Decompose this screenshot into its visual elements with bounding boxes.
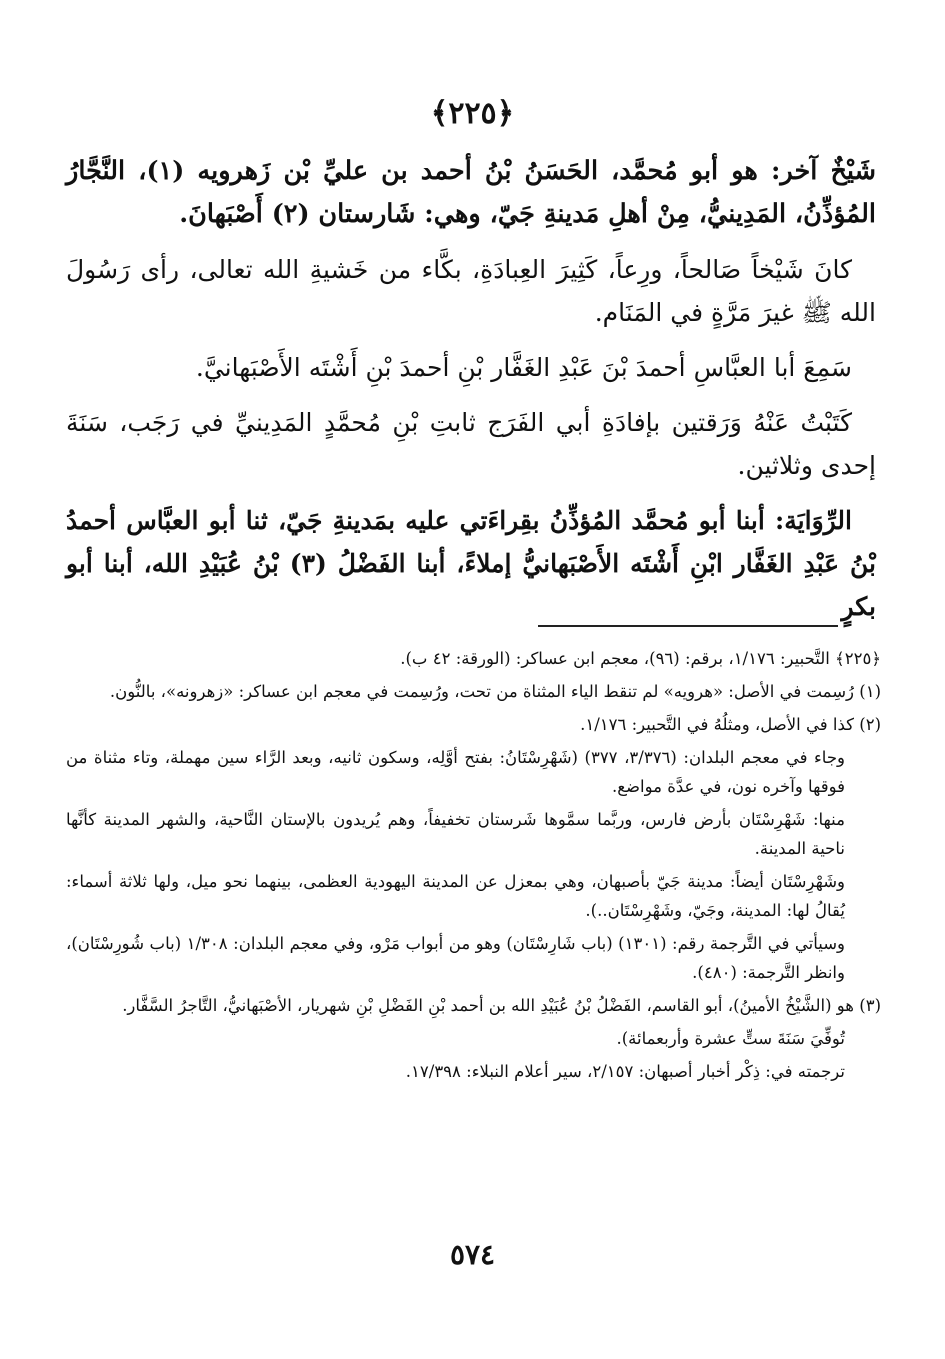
footnote-2-isfahan: وشَهْرِسْتَان أيضاً: مدينة جَيّ بأصبهان، وهي بمعزل عن المدينة اليهودية العظمى، بينهما نحو ميل، ولها ثلاثة أسماء: يُقالُ لها: المدينة، وجَيّ، وشَهْرِسْتَان..). (66, 872, 845, 920)
page-number: ٥٧٤ (449, 1238, 496, 1271)
footnote-2: (٢) كذا في الأصل، ومثلُهُ في التَّحبير: ١/١٧٦. (580, 715, 881, 734)
paragraph-heading: شَيْخٌ آخر: هو أبو مُحمَّد، الحَسَنُ بْنُ أحمد بن عليِّ بْن زَهرويه (١)، النَّجَّارُ المُؤذِّنُ، المَدِينيُّ، مِنْ أهلِ مَدينةِ جَيّ، وهي: شَارستان (٢) أَصْبَهانَ. (66, 156, 876, 229)
paragraph-description: كانَ شَيْخاً صَالحاً، ورِعاً، كَثِيرَ العِبادَةِ، بكَّاء من خَشيةِ الله تعالى، رأى رَسُولَ الله ﷺ غيرَ مَرَّةٍ في المَنَام. (66, 255, 876, 327)
footnote-2-quote: وجاء في معجم البلدان: (٣/٣٧٦، ٣٧٧) (شَهْرِسْتَانُ: بفتح أوَّلِه، وسكون ثانيه، وبعد الرَّاء سين مهملة، وتاء مثناة من فوقها وآخره نون، في عدَّة مواضع. (66, 748, 845, 796)
riwaya-text: أبنا أبو مُحمَّد المُؤذِّنُ بقِراءَتي عليه بمَدينةِ جَيّ، ثنا أبو العبَّاس أحمدُ بْنُ عَبْدِ الغَفَّار ابْنِ أَشْتَه الأَصْبَهانيُّ إملاءً، أبنا الفَضْلُ (٣) بْنُ عُبَيْدِ الله، أبنا أبو بكرٍ (66, 506, 876, 621)
footnote-3-death: تُوفِّيَ سَنَةَ ستٍّ عشرة وأربعمائة). (616, 1029, 845, 1048)
footnote-separator (538, 625, 838, 627)
entry-number: ﴿٢٢٥﴾ (430, 96, 515, 131)
footnote-2-fars: منها: شَهْرِسْتَان بأرض فارس، وربَّما سمَّوها شَرستان تخفيفاً، وهم يُريدون بالإستان النَّاحية، والشهر المدينة كأنَّها ناحية المدينة. (66, 810, 845, 858)
main-text (66, 150, 876, 628)
footnote-3-sources: ترجمته في: ذِكْر أخبار أصبهان: ٢/١٥٧، سير أعلام النبلاء: ١٧/٣٩٨. (405, 1062, 845, 1081)
paragraph-riwaya (66, 499, 876, 628)
paragraph-writing: كَتَبْتُ عَنْهُ وَرَقتين بإفادَةِ أبي الفَرَج ثابتِ بْنِ مُحمَّدٍ المَدِينيِّ في رَجَب، سَنَةَ إحدى وثلاثين. (66, 408, 876, 480)
footnote-1: (١) رُسِمت في الأصل: «هرويه» لم تنقط الياء المثناة من تحت، ورُسِمت في معجم ابن عساكر: «زهرونه»، بالنُّون. (109, 682, 881, 701)
riwaya-label: الرِّوَايَة: (775, 506, 852, 535)
footnote-2-crossref: وسيأتي في التَّرجمة رقم: (١٣٠١) (باب شَارِسْتَان) وهو من أبواب مَرْو، وفي معجم البلدان: ١/٣٠٨ (باب شُورِسْتَان)، وانظر التَّرجمة: (٤٨٠). (66, 934, 846, 982)
paragraph-teacher: سَمِعَ أبا العبَّاسِ أحمدَ بْنَ عَبْدِ الغَفَّار بْنِ أحمدَ بْنِ أَشْتَه الأَصْبَهانيَّ. (195, 353, 852, 382)
footnote-3: (٣) هو (الشَّيْخُ الأمينُ)، أبو القاسم، الفَضْلُ بْنُ عُبَيْدِ الله بن أحمد بْنِ الفَضْلِ بْنِ شهريار، الأصْبَهانيُّ، التَّاجرُ السَّفَّار. (122, 996, 881, 1015)
footnote-sources: ﴿٢٢٥﴾ التَّحبير: ١/١٧٦، برقم: (٩٦)، معجم ابن عساكر: (الورقة: ٤٢ ب). (400, 649, 881, 668)
footnotes (66, 640, 881, 1086)
